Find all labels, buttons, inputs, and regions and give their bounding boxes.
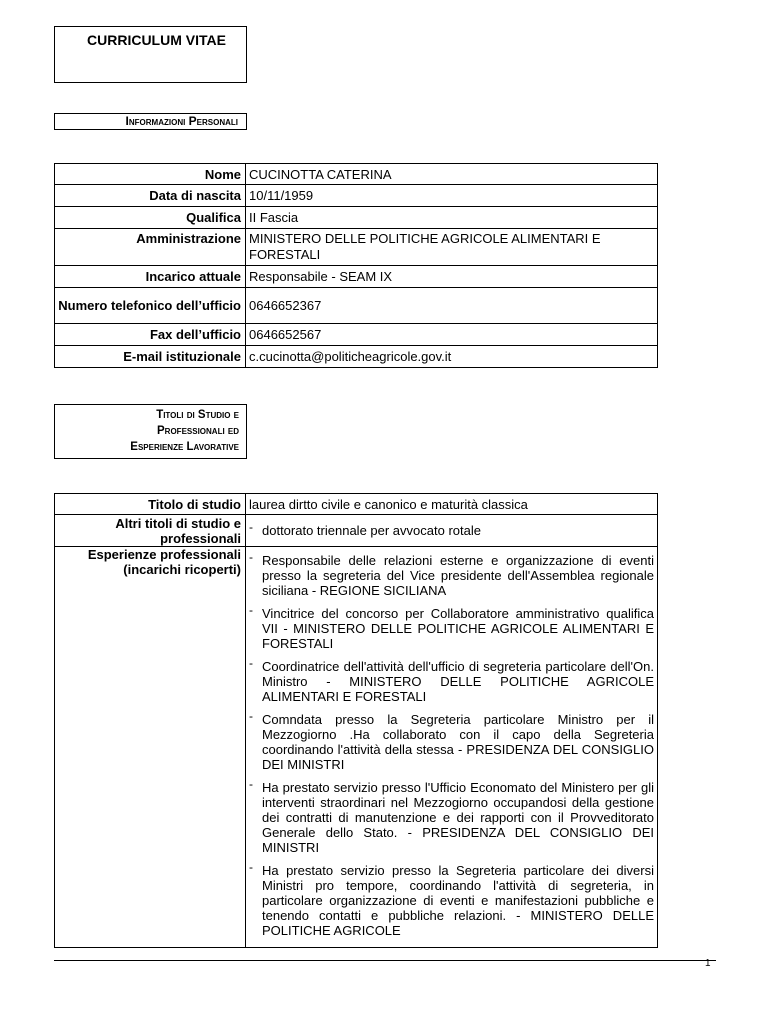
field-label: Titolo di studio <box>55 494 246 515</box>
dash-bullet: - <box>249 550 253 564</box>
field-label: Amministrazione <box>55 229 246 266</box>
field-label: E-mail istituzionale <box>55 346 246 368</box>
dash-bullet: - <box>249 603 253 617</box>
dash-bullet: - <box>249 860 253 874</box>
field-label: Esperienze professionali (incarichi ricoperti) <box>55 547 246 948</box>
experience-list <box>246 547 658 948</box>
dash-bullet: - <box>249 520 253 534</box>
list-item-text: Ha prestato servizio presso l'Ufficio Economato del Ministero per gli interventi straordinari nel Mezzogiorno occupandosi della gestione dei contratti di manutenzione e dei rapporti con il Provveditorato Generale dello Stato. - PRESIDENZA DEL CONSIGLIO DEI MINISTRI <box>262 780 654 855</box>
list-item <box>249 656 654 704</box>
page-number: 1 <box>705 958 711 969</box>
personal-info-table <box>54 163 658 368</box>
field-label: Fax dell’ufficio <box>55 324 246 346</box>
list-item <box>249 520 654 538</box>
field-value: Responsabile - SEAM IX <box>246 266 658 288</box>
list-item <box>249 860 654 938</box>
list-item <box>249 709 654 772</box>
field-value: 0646652567 <box>246 324 658 346</box>
list-item-text: Coordinatrice dell'attività dell'ufficio di segreteria particolare dell'On. Ministro - MINISTERO DELLE POLITICHE AGRICOLE ALIMENTARI E FORESTALI <box>262 659 654 704</box>
field-label: Qualifica <box>55 207 246 229</box>
table-row <box>55 494 658 515</box>
table-row <box>55 185 658 207</box>
list-item <box>249 777 654 855</box>
field-value: II Fascia <box>246 207 658 229</box>
list-item-text: Responsabile delle relazioni esterne e organizzazione di eventi presso la segreteria del Vice presidente dell'Assemblea regionale siciliana - REGIONE SICILIANA <box>262 553 654 598</box>
table-row <box>55 515 658 547</box>
table-row <box>55 346 658 368</box>
field-label: Incarico attuale <box>55 266 246 288</box>
list-item <box>249 550 654 598</box>
table-row <box>55 547 658 948</box>
cv-title-box <box>54 26 247 83</box>
field-label: Numero telefonico dell’ufficio <box>55 288 246 324</box>
study-section-title <box>130 407 239 455</box>
dash-bullet: - <box>249 709 253 723</box>
field-value <box>246 515 658 547</box>
field-label: Nome <box>55 164 246 185</box>
field-label: Altri titoli di studio e professionali <box>55 515 246 547</box>
dash-bullet: - <box>249 777 253 791</box>
list-item-text: dottorato triennale per avvocato rotale <box>262 523 481 538</box>
personal-section-title: Informazioni Personali <box>125 114 238 128</box>
list-item-text: Comndata presso la Segreteria particolare Ministro per il Mezzogiorno .Ha collaborato con il capo della Segreteria coordinando l'attività della stessa - PRESIDENZA DEL CONSIGLIO DEI MINISTRI <box>262 712 654 772</box>
cv-title: CURRICULUM VITAE <box>87 32 226 48</box>
table-row <box>55 324 658 346</box>
field-value: 0646652367 <box>246 288 658 324</box>
field-value: laurea dirtto civile e canonico e maturità classica <box>246 494 658 515</box>
dash-bullet: - <box>249 656 253 670</box>
study-section-header <box>54 404 247 459</box>
personal-section-header <box>54 113 247 130</box>
table-row <box>55 266 658 288</box>
study-section-title-line: Professionali ed <box>157 425 239 437</box>
table-row <box>55 164 658 185</box>
field-value: CUCINOTTA CATERINA <box>246 164 658 185</box>
list-item <box>249 603 654 651</box>
field-label: Data di nascita <box>55 185 246 207</box>
list-item-text: Vincitrice del concorso per Collaboratore amministrativo qualifica VII - MINISTERO DELLE POLITICHE AGRICOLE ALIMENTARI E FORESTALI <box>262 606 654 651</box>
list-item-text: Ha prestato servizio presso la Segreteria particolare dei diversi Ministri pro tempore, coordinando l'attività di segreteria, in particolare organizzazione di eventi e manifestazioni pubbliche e tenendo contatti e pubbliche relazioni. - MINISTERO DELLE POLITICHE AGRICOLE <box>262 863 654 938</box>
study-section-title-line: Titoli di Studio e <box>156 409 239 421</box>
study-table <box>54 493 658 948</box>
footer-divider <box>54 960 716 961</box>
field-value: 10/11/1959 <box>246 185 658 207</box>
table-row <box>55 229 658 266</box>
table-row <box>55 207 658 229</box>
field-value: c.cucinotta@politicheagricole.gov.it <box>246 346 658 368</box>
table-row <box>55 288 658 324</box>
study-section-title-line: Esperienze Lavorative <box>130 441 239 453</box>
field-value: MINISTERO DELLE POLITICHE AGRICOLE ALIMENTARI E FORESTALI <box>246 229 658 266</box>
